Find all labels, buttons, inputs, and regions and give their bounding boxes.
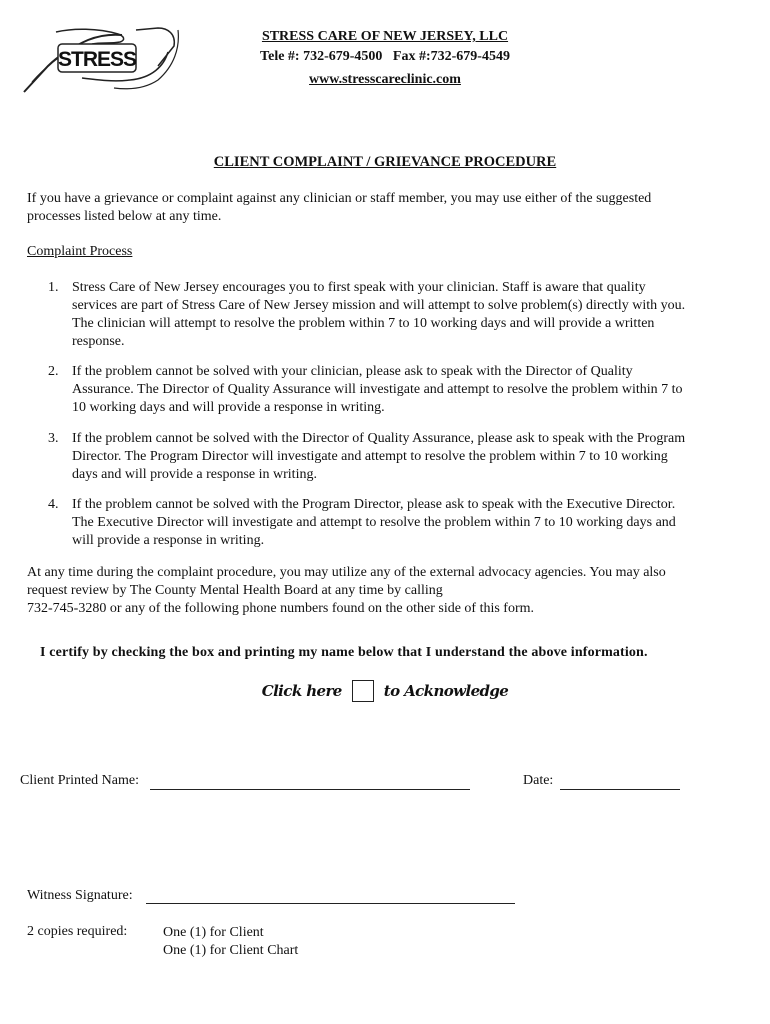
step-text [72, 279, 740, 351]
step-line: days and will provide a response in writing. [72, 467, 317, 482]
step-line: will provide a response in writing. [72, 533, 265, 548]
step-line: The clinician will attempt to resolve the problem within 7 to 10 working days and will provide a written [72, 316, 655, 331]
certify-statement: I certify by checking the box and printing my name below that I understand the above information. [40, 645, 648, 660]
step-number: 3. [48, 431, 59, 446]
advocacy-line: At any time during the complaint procedure, you may utilize any of the external advocacy agencies. You may also [27, 565, 666, 580]
date-field[interactable] [560, 789, 680, 790]
company-contact: Tele #: 732-679-4500 Fax #:732-679-4549 [260, 49, 510, 64]
document-title: CLIENT COMPLAINT / GRIEVANCE PROCEDURE [213, 154, 557, 170]
step-line: response. [72, 334, 125, 349]
company-name: STRESS CARE OF NEW JERSEY, LLC [261, 29, 509, 44]
step-line: The Executive Director will investigate and attempt to resolve the problem within 7 to 10 working days and [72, 515, 676, 530]
client-name-field[interactable] [150, 789, 470, 790]
step-line: services are part of Stress Care of New Jersey mission and will attempt to solve problem(s) directly with you. [72, 298, 686, 313]
step-line: If the problem cannot be solved with the Program Director, please ask to speak with the Executive Director. [72, 497, 676, 512]
intro-paragraph [27, 190, 737, 226]
complaint-process-heading: Complaint Process [27, 244, 133, 259]
acknowledge-row [0, 676, 770, 706]
step-line: Director. The Program Director will investigate and attempt to resolve the problem within 7 to 10 working [72, 449, 668, 464]
advocacy-paragraph [27, 564, 737, 618]
step-number: 2. [48, 364, 59, 379]
copies-list [163, 924, 298, 960]
step-text [72, 363, 740, 417]
step-text [72, 430, 740, 484]
step-line: 10 working days and will provide a response in writing. [72, 400, 385, 415]
step-number: 1. [48, 280, 59, 295]
acknowledge-prefix: Click here [261, 682, 342, 700]
company-website-link[interactable]: www.stresscareclinic.com [309, 72, 461, 87]
logo-text: STRESS [57, 48, 137, 71]
step-line: If the problem cannot be solved with your clinician, please ask to speak with the Director of Quality [72, 364, 633, 379]
copies-label: 2 copies required: [27, 924, 128, 939]
intro-line: processes listed below at any time. [27, 209, 222, 224]
client-name-label: Client Printed Name: [20, 773, 139, 788]
copies-item: One (1) for Client Chart [163, 943, 299, 958]
step-line: Stress Care of New Jersey encourages you to first speak with your clinician. Staff is aware that quality [72, 280, 646, 295]
step-line: Assurance. The Director of Quality Assurance will investigate and attempt to resolve the problem within 7 to [72, 382, 683, 397]
date-label: Date: [523, 773, 554, 788]
step-line: If the problem cannot be solved with the Director of Quality Assurance, please ask to speak with the Program [72, 431, 686, 446]
step-number: 4. [48, 497, 59, 512]
step-text [72, 496, 740, 550]
acknowledge-suffix: to Acknowledge [383, 682, 509, 700]
advocacy-line: request review by The County Mental Health Board at any time by calling [27, 583, 443, 598]
witness-signature-field[interactable] [146, 903, 515, 904]
advocacy-line: 732-745-3280 or any of the following phone numbers found on the other side of this form. [27, 601, 535, 616]
acknowledge-checkbox[interactable] [352, 680, 374, 702]
witness-signature-label: Witness Signature: [27, 888, 133, 903]
intro-line: If you have a grievance or complaint against any clinician or staff member, you may use either of the suggested [27, 191, 652, 206]
copies-item: One (1) for Client [163, 925, 264, 940]
